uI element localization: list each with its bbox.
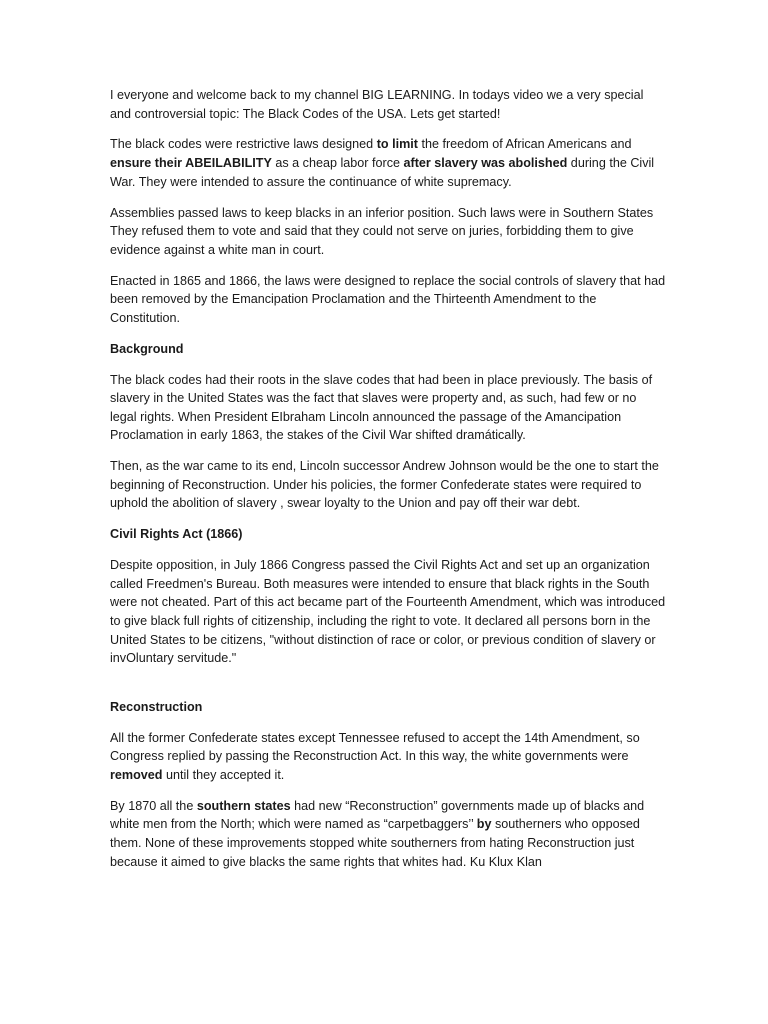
text-run: during the Civil War. They were intended to assure the continuance of white supremacy. (110, 156, 655, 189)
reconstruction-heading: Reconstruction (110, 699, 203, 714)
intro-paragraph: I everyone and welcome back to my channel BIG LEARNING. In todays video we a very special and controversial topic: The Black Codes of the USA. Lets get started! (110, 88, 644, 121)
background-paragraph-1: The black codes had their roots in the slave codes that had been in place previously. The basis of slavery in the United States was the fact that slaves were property and, as such, had few or no legal rights. When President EIbraham Lincoln announced the passage of the Amancipation Proclamation in early 1863, the stakes of the Civil War shifted dramátically. (110, 372, 653, 443)
bold-text: after slavery was abolished (403, 156, 568, 171)
bold-text: by (476, 817, 492, 832)
black-codes-definition-paragraph (110, 135, 666, 191)
text-run: The black codes were restrictive laws designed (110, 137, 377, 152)
bold-text: ensure their ABEILABILITY (110, 156, 272, 171)
text-run: By 1870 all the (110, 798, 197, 813)
enacted-paragraph: Enacted in 1865 and 1866, the laws were designed to replace the social controls of slavery that had been removed by the Emancipation Proclamation and the Thirteenth Amendment to the Constitution. (110, 273, 666, 325)
bold-text: removed (110, 767, 163, 782)
civil-rights-act-heading: Civil Rights Act (1866) (110, 527, 243, 542)
text-run: until they accepted it. (162, 767, 285, 782)
text-run: had new “Reconstruction” governments made up of blacks and white men from the North; which were named as “carpetbaggers’’ (110, 798, 645, 832)
text-run: All the former Confederate states except Tennessee refused to accept the 14th Amendment, so Congress replied by passing the Reconstruction Act. In this way, the white governments were (110, 730, 640, 764)
text-run: as a cheap labor force (271, 156, 404, 171)
reconstruction-paragraph-2 (110, 797, 666, 871)
text-run: the freedom of African Americans and (417, 137, 632, 152)
reconstruction-paragraph-1 (110, 729, 666, 785)
document-body (110, 86, 666, 883)
assemblies-paragraph: Assemblies passed laws to keep blacks in an inferior position. Such laws were in Southern States They refused them to vote and said that they could not serve on juries, forbidding them to give evidence against a white man in court. (110, 205, 654, 257)
text-run: southerners who opposed them. None of these improvements stopped white southerners from hating Reconstruction just because it aimed to give blacks the same rights that whites had. Ku Klux Klan (110, 817, 640, 869)
background-heading: Background (110, 341, 184, 356)
bold-text: to limit (376, 137, 418, 152)
background-paragraph-2: Then, as the war came to its end, Lincoln successor Andrew Johnson would be the one to start the beginning of Reconstruction. Under his policies, the former Confederate states were required to uphold the abolition of slavery , swear loyalty to the Union and pay off their war debt. (110, 459, 659, 511)
civil-rights-act-paragraph: Despite opposition, in July 1866 Congress passed the Civil Rights Act and set up an organization called Freedmen's Bureau. Both measures were intended to ensure that black rights in the South were not cheated. Part of this act became part of the Fourteenth Amendment, which was introduced to give black full rights of citizenship, including the right to vote. It declared all persons born in the United States to be citizens, "without distinction of race or color, or previous condition of slavery or invOluntary servitude." (110, 558, 666, 666)
bold-text: southern states (196, 798, 291, 813)
